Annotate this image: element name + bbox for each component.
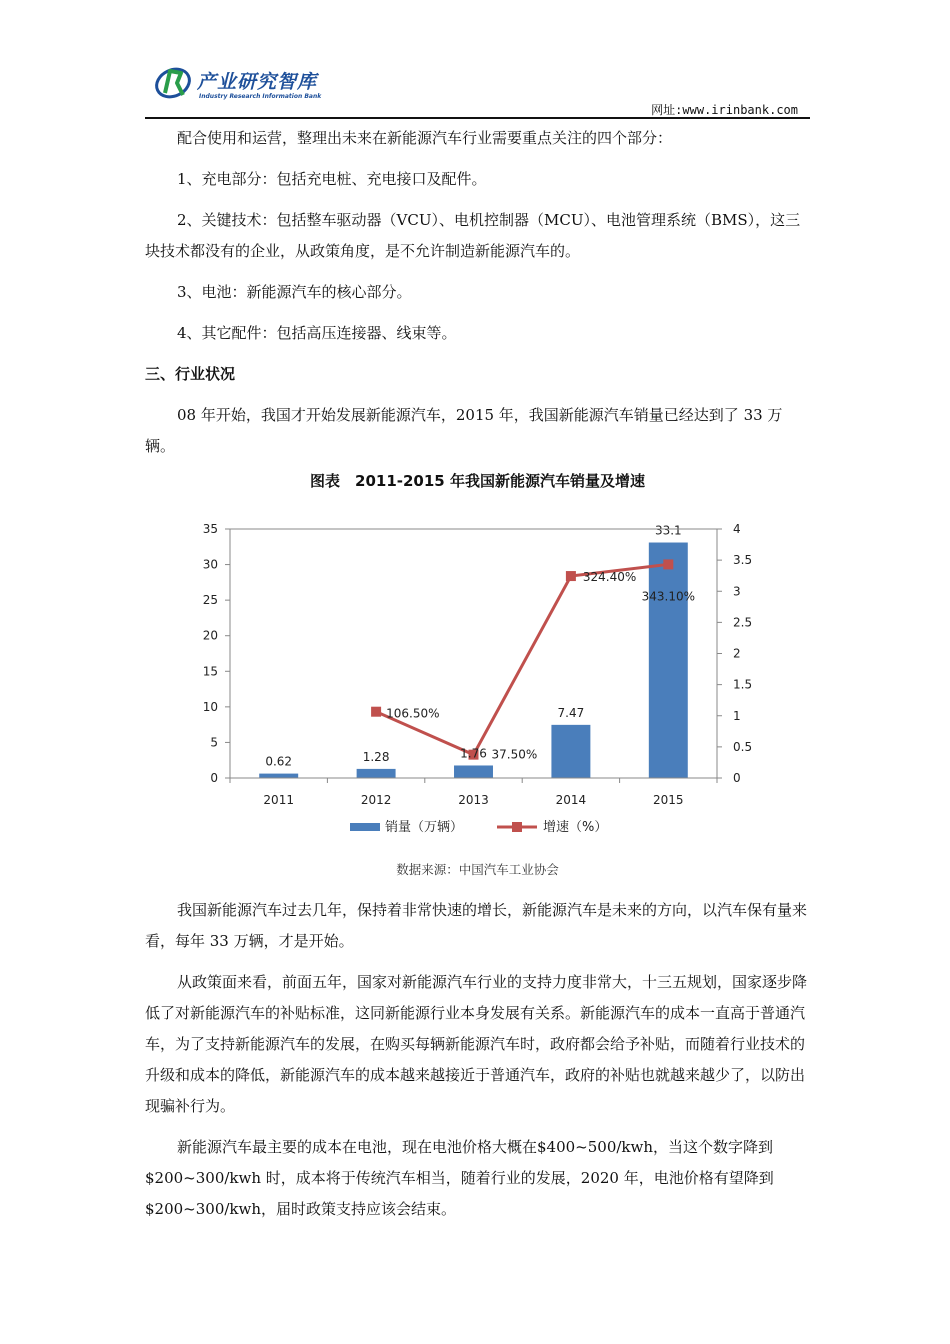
bar-2013 <box>454 765 493 778</box>
list-item-other-parts: 4、其它配件：包括高压连接器、线束等。 <box>177 324 457 342</box>
paragraph-1: 配合使用和运营，整理出未来在新能源汽车行业需要重点关注的四个部分： <box>177 129 673 147</box>
y-left-tick-label: 5 <box>210 735 218 750</box>
legend-line-label: 增速（%） <box>543 820 608 835</box>
y-right-tick-label: 2 <box>733 646 741 661</box>
logo <box>153 63 323 109</box>
y-left-tick-label: 35 <box>202 522 218 536</box>
section-heading: 三、行业状况 <box>145 365 236 383</box>
growth-point-2012 <box>371 707 381 717</box>
legend-bar-label: 销量（万辆） <box>385 820 464 835</box>
logo-mark-icon <box>153 63 193 103</box>
x-tick-label: 2012 <box>360 793 392 807</box>
paragraph-policy: 从政策面来看，前面五年，国家对新能源汽车行业的支持力度非常大，十三五规划，国家逐步降低了对新能源汽车的补贴标准，这同新能源行业本身发展有关系。新能源汽车的成本一直高于普通汽车，为了支持新能源汽车的发展，在购买每辆新能源汽车时，政府都会给予补贴，而随着行业技术的升级和成本的降低，新能源汽车的成本越来越接近于普通汽车，政府的补贴也就越来越少了，以防出现骗补行为。 <box>145 973 808 1115</box>
header-rule <box>145 117 810 119</box>
growth-label-2012: 106.50% <box>386 706 440 721</box>
intro-paragraph: 08 年开始，我国才开始发展新能源汽车，2015 年，我国新能源汽车销量已经达到了 33 万辆。 <box>145 406 783 455</box>
y-right-tick-label: 3.5 <box>733 553 753 568</box>
y-left-tick-label: 20 <box>202 628 218 643</box>
legend-bar-swatch <box>350 823 380 831</box>
paragraph-battery-cost: 新能源汽车最主要的成本在电池，现在电池价格大概在$400~500/kwh，当这个数字降到$200~300/kwh 时，成本将于传统汽车相当，随着行业的发展，2020 年，电池价格有望降到$200~300/kwh，届时政策支持应该会结束。 <box>145 1138 774 1218</box>
list-item-battery: 3、电池：新能源汽车的核心部分。 <box>177 283 412 301</box>
growth-label-2014: 324.40% <box>582 570 637 585</box>
y-left-tick-label: 30 <box>202 557 218 572</box>
list-item-key-tech: 2、关键技术：包括整车驱动器（VCU）、电机控制器（MCU）、电池管理系统（BMS），这三块技术都没有的企业，从政策角度，是不允许制造新能源汽车的。 <box>145 211 801 260</box>
y-right-tick-label: 0.5 <box>733 739 753 754</box>
bar-2012 <box>357 769 396 778</box>
legend-line-marker <box>512 822 522 832</box>
page-header <box>145 55 810 119</box>
logo-title: 产业研究智库 <box>197 71 318 93</box>
growth-label-2013: 37.50% <box>491 747 538 762</box>
x-tick-label: 2011 <box>263 793 294 807</box>
y-left-tick-label: 25 <box>202 593 218 608</box>
x-tick-label: 2014 <box>555 793 587 807</box>
y-right-tick-label: 3 <box>733 584 741 599</box>
bar-label-2014: 7.47 <box>557 705 585 720</box>
list-item-charging: 1、充电部分：包括充电桩、充电接口及配件。 <box>177 170 487 188</box>
logo-subtitle: Industry Research Information Bank <box>199 93 322 100</box>
growth-label-2015: 343.10% <box>641 589 695 604</box>
x-tick-label: 2015 <box>653 793 684 807</box>
y-right-tick-label: 4 <box>733 522 741 536</box>
bar-label-2013: 1.76 <box>460 746 487 761</box>
growth-point-2014 <box>566 571 576 581</box>
y-left-tick-label: 15 <box>202 664 218 679</box>
bar-2015 <box>649 543 688 778</box>
growth-line <box>376 564 668 754</box>
paragraph-growth: 我国新能源汽车过去几年，保持着非常快速的增长，新能源汽车是未来的方向，以汽车保有量来看，每年 33 万辆，才是开始。 <box>145 901 808 950</box>
y-right-tick-label: 1 <box>733 708 741 723</box>
top-text <box>145 123 810 462</box>
growth-point-2015 <box>663 559 673 569</box>
y-right-tick-label: 0 <box>733 771 741 785</box>
site-url: 网址:www.irinbank.com <box>651 103 798 117</box>
x-tick-label: 2013 <box>458 793 489 807</box>
bar-2011 <box>259 774 298 778</box>
chart-caption: 图表 2011-2015 年我国新能源汽车销量及增速 <box>310 472 645 490</box>
sales-chart <box>145 505 810 855</box>
y-left-tick-label: 10 <box>202 699 218 714</box>
y-right-tick-label: 2.5 <box>733 615 753 630</box>
bar-label-2011: 0.62 <box>265 754 293 769</box>
y-left-tick-label: 0 <box>210 771 218 785</box>
y-right-tick-label: 1.5 <box>733 677 753 692</box>
bottom-text <box>145 895 810 1225</box>
chart-source: 数据来源：中国汽车工业协会 <box>396 862 559 877</box>
bar-label-2012: 1.28 <box>362 749 390 764</box>
bar-label-2015: 33.1 <box>654 523 682 538</box>
bar-2014 <box>551 725 590 778</box>
